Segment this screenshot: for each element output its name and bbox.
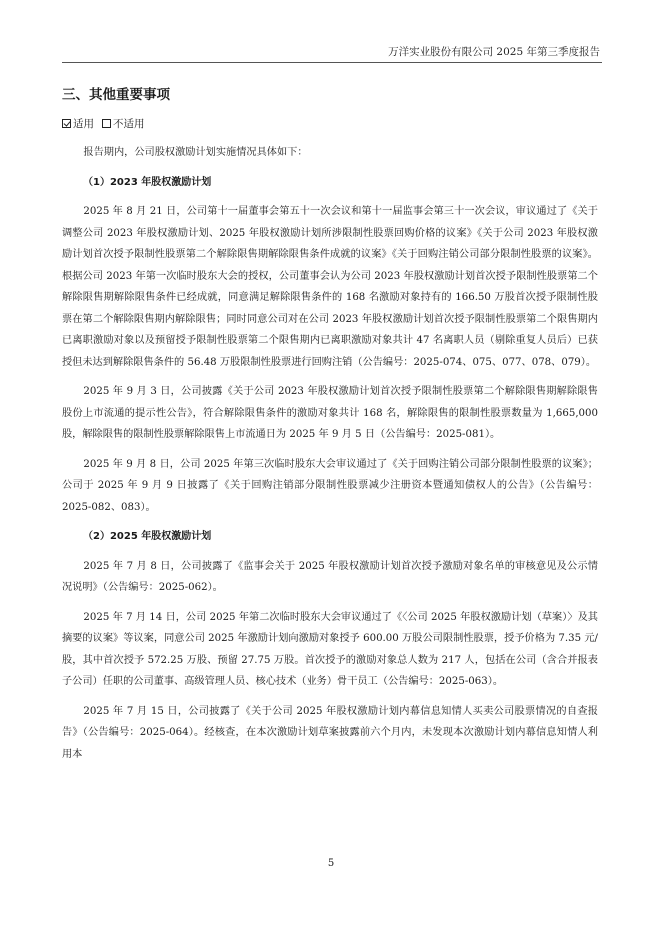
- paragraph: 2025 年 7 月 14 日，公司 2025 年第二次临时股东大会审议通过了《〈公司 2025 年股权激励计划（草案）〉及其摘要的议案》等议案，同意公司 2025 年激励计划向激励对象授予 600.00 万股公司限制性股票，授予价格为 7.35 元/股，其中首次授予 572.25 万股、预留 27.75 万股。首次授予的激励对象总人数为 217 人，包括在公司（含合并报表子公司）任职的公司董事、高级管理人员、核心技术（业务）骨干员工（公告编号：2025-063）。: [62, 611, 598, 687]
- checked-box-icon: [62, 119, 71, 128]
- intro-paragraph: 报告期内，公司股权激励计划实施情况具体如下：: [83, 147, 308, 158]
- subheading-plan-2023: （1）2023 年股权激励计划: [83, 176, 212, 188]
- paragraph: 2025 年 7 月 15 日，公司披露了《关于公司 2025 年股权激励计划内幕信息知情人买卖公司股票情况的自查报告》（公告编号：2025-064）。经核查，在本次激励计划草案披露前六个月内，未发现本次激励计划内幕信息知情人利用本: [62, 705, 598, 760]
- document-body: [62, 142, 598, 773]
- running-header: 万洋实业股份有限公司 2025 年第三季度报告: [388, 46, 600, 58]
- unchecked-box-icon: [102, 119, 111, 128]
- applicable-label: 适用: [73, 118, 94, 130]
- applicability-options: [62, 116, 145, 131]
- subheading-plan-2025: （2）2025 年股权激励计划: [83, 531, 212, 542]
- section-title: 三、其他重要事项: [62, 87, 170, 103]
- paragraph: 2025 年 9 月 3 日，公司披露《关于公司 2023 年股权激励计划首次授予限制性股票第二个解除限售期解除限售股份上市流通的提示性公告》，符合解除限售条件的激励对象共计 168 名，解除限售的限制性股票数量为 1,665,000 股，解除限售的限制性股票解除限售上市流通日为 2025 年 9 月 5 日（公告编号：2025-081）。: [62, 386, 598, 440]
- header-rule: [62, 62, 602, 63]
- page-number: 5: [327, 858, 335, 869]
- paragraph: 2025 年 9 月 8 日，公司 2025 年第三次临时股东大会审议通过了《关于回购注销公司部分限制性股票的议案》；公司于 2025 年 9 月 9 日披露了《关于回购注销部分限制性股票减少注册资本暨通知债权人的公告》（公告编号：2025-082、083）。: [62, 458, 598, 513]
- paragraph: 2025 年 8 月 21 日，公司第十一届董事会第五十一次会议和第十一届监事会第三十一次会议，审议通过了《关于调整公司 2023 年股权激励计划、2025 年股权激励计划所涉限制性股票回购价格的议案》《关于公司 2023 年股权激励计划首次授予限制性股票第二个解除限售期解除限售条件成就的议案》《关于回购注销公司部分限制性股票的议案》。根据公司 2023 年第一次临时股东大会的授权，公司董事会认为公司 2023 年股权激励计划首次授予限制性股票第二个解除限售期解除限售条件已经成就，同意满足解除限售条件的 168 名激励对象持有的 166.50 万股首次授予限制性股票在第二个解除限售期内解除限售；同时同意公司对在公司 2023 年股权激励计划首次授予限制性股票第二个限售期内已离职激励对象以及预留授予限制性股票第二个限售期内已离职激励对象共计 47 名离职人员（剔除重复人员后）已获授但未达到解除限售条件的 56.48 万股限制性股票进行回购注销（公告编号：2025-074、075、077、078、079）。: [62, 206, 598, 368]
- paragraph: 2025 年 7 月 8 日，公司披露了《监事会关于 2025 年股权激励计划首次授予激励对象名单的审核意见及公示情况说明》（公告编号：2025-062）。: [62, 560, 598, 593]
- not-applicable-label: 不适用: [113, 118, 145, 130]
